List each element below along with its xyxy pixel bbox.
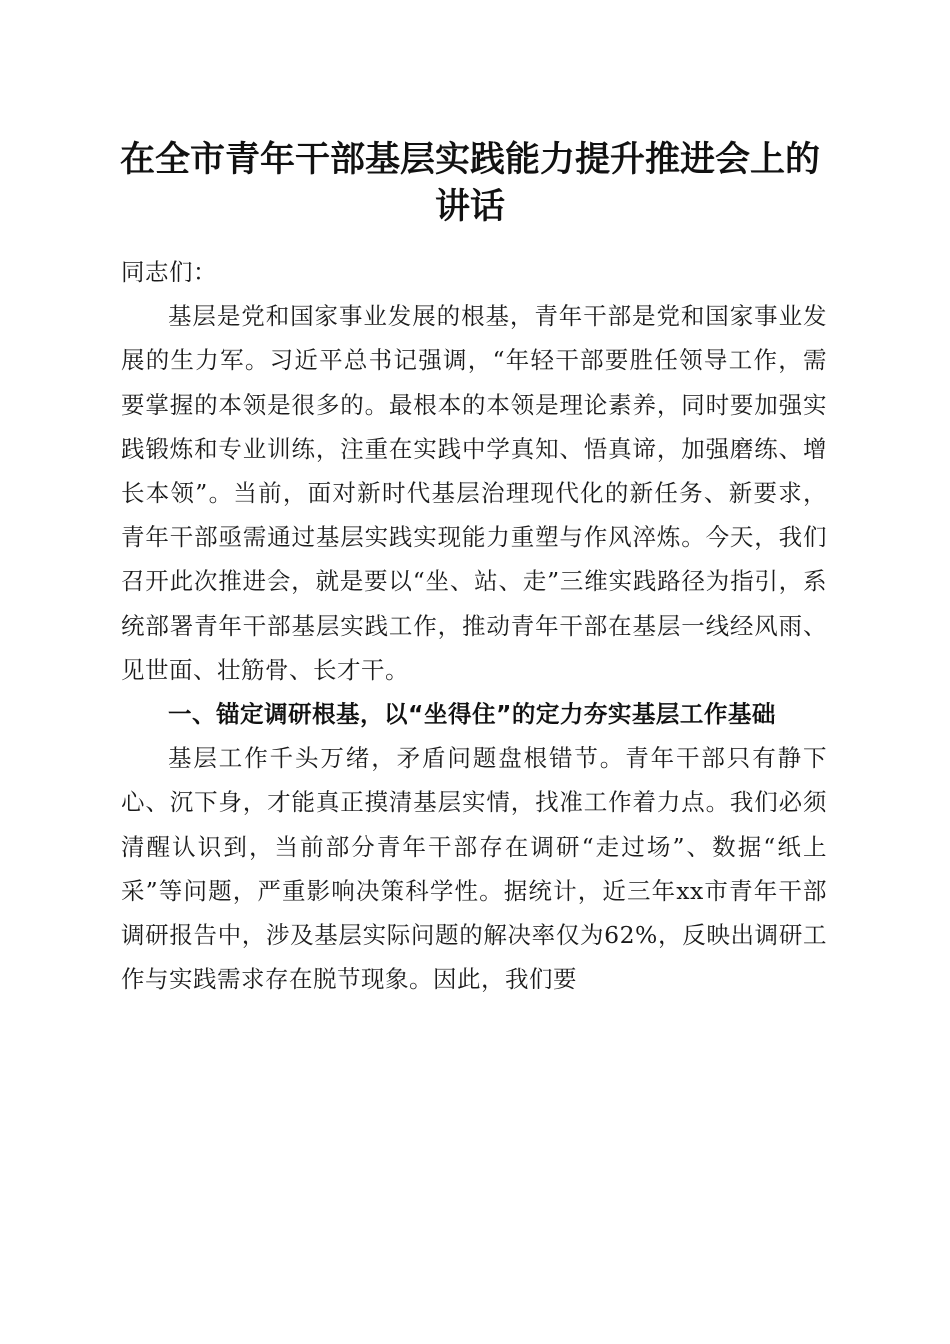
- document-body: [121, 250, 827, 1001]
- salutation: 同志们：: [121, 258, 217, 286]
- document-title: 在全市青年干部基层实践能力提升推进会上的讲话: [119, 139, 820, 227]
- section-heading: 一、锚定调研根基，以“坐得住”的定力夯实基层工作基础: [168, 700, 776, 729]
- body-paragraph: 基层工作千头万绪，矛盾问题盘根错节。青年干部只有静下心、沉下身，才能真正摸清基层实情，找准工作着力点。我们必须清醒认识到，当前部分青年干部存在调研“走过场”、数据“纸上采”等问题，严重影响决策科学性。据统计，近三年xx市青年干部调研报告中，涉及基层实际问题的解决率仅为62%，反映出调研工作与实践需求存在脱节现象。因此，我们要: [121, 744, 827, 994]
- body-paragraph: 基层是党和国家事业发展的根基，青年干部是党和国家事业发展的生力军。习近平总书记强调，“年轻干部要胜任领导工作，需要掌握的本领是很多的。最根本的本领是理论素养，同时要加强实践锻炼和专业训练，注重在实践中学真知、悟真谛，加强磨练、增长本领”。当前，面对新时代基层治理现代化的新任务、新要求，青年干部亟需通过基层实践实现能力重塑与作风淬炼。今天，我们召开此次推进会，就是要以“坐、站、走”三维实践路径为指引，系统部署青年干部基层实践工作，推动青年干部在基层一线经风雨、见世面、壮筋骨、长才干。: [121, 302, 827, 684]
